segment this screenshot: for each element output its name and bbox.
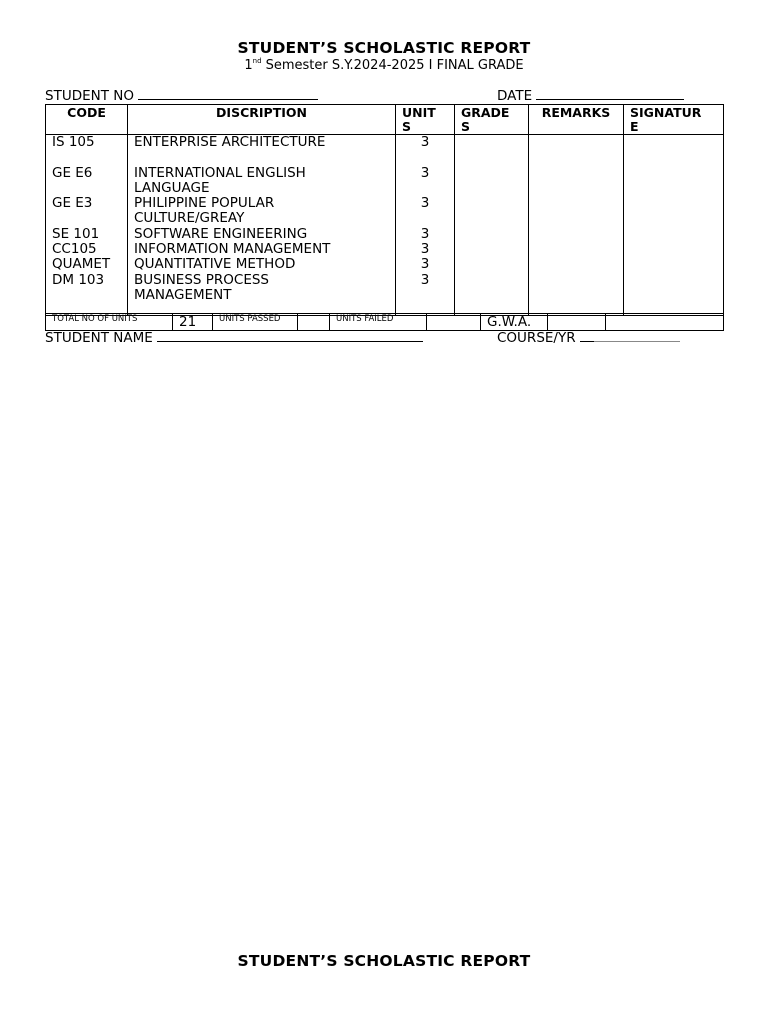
date-row [497, 88, 684, 104]
student-no-label: STUDENT NO [45, 88, 134, 104]
descriptions-column [128, 135, 396, 316]
course-code: DM 103 [52, 271, 105, 288]
student-name-row [45, 330, 423, 346]
course-description: QUANTITATIVE METHOD [134, 256, 296, 273]
units-passed-label: UNITS PASSED [213, 314, 298, 331]
header-description: DISCRIPTION [128, 105, 396, 135]
course-description: CULTURE/GREAY [134, 210, 245, 227]
report-title-bottom: STUDENT’S SCHOLASTIC REPORT [237, 952, 531, 970]
course-units: 3 [420, 241, 430, 258]
total-units-value: 21 [173, 314, 213, 331]
table-header-row [46, 105, 724, 135]
course-units: 3 [420, 164, 430, 181]
totals-extra-cell [606, 314, 724, 331]
units-failed-label: UNITS FAILED [330, 314, 427, 331]
course-description: BUSINESS PROCESS [134, 271, 269, 288]
semester-subtitle [0, 57, 768, 73]
course-yr-field[interactable] [594, 331, 680, 342]
semester-text: Semester S.Y.2024-2025 I FINAL GRADE [265, 58, 524, 73]
course-code: GE E3 [52, 195, 93, 212]
course-description: PHILIPPINE POPULAR [134, 195, 275, 212]
remarks-column[interactable] [529, 135, 624, 316]
totals-row [46, 314, 724, 331]
course-description: LANGUAGE [134, 179, 210, 196]
student-no-row [45, 88, 318, 104]
header-signature: SIGNATUR E [624, 105, 724, 135]
header-grades: GRADE S [455, 105, 529, 135]
units-failed-value[interactable] [427, 314, 481, 331]
table-body-row [46, 135, 724, 316]
units-column [396, 135, 455, 316]
gwa-value[interactable] [548, 314, 606, 331]
date-label: DATE [497, 88, 533, 104]
course-units: 3 [420, 256, 430, 273]
course-code: SE 101 [52, 225, 100, 242]
header-remarks: REMARKS [529, 105, 624, 135]
course-description: SOFTWARE ENGINEERING [134, 225, 308, 242]
course-units: 3 [420, 134, 430, 150]
total-units-label: TOTAL NO OF UNITS [46, 314, 173, 331]
course-units: 3 [420, 195, 430, 212]
semester-ordinal: 1 [244, 58, 253, 73]
student-name-label: STUDENT NAME [45, 330, 153, 346]
grades-table [45, 104, 724, 316]
units-passed-value[interactable] [298, 314, 330, 331]
date-field[interactable] [536, 89, 684, 100]
course-code: CC105 [52, 241, 97, 258]
course-description: INTERNATIONAL ENGLISH [134, 164, 306, 181]
student-no-field[interactable] [138, 89, 318, 100]
course-units: 3 [420, 271, 430, 288]
header-code: CODE [46, 105, 128, 135]
grades-column[interactable] [455, 135, 529, 316]
report-title: STUDENT’S SCHOLASTIC REPORT [237, 39, 531, 57]
course-code: IS 105 [52, 134, 95, 150]
course-code: GE E6 [52, 164, 93, 181]
course-units: 3 [420, 225, 430, 242]
course-description: ENTERPRISE ARCHITECTURE [134, 134, 326, 150]
course-description: INFORMATION MANAGEMENT [134, 241, 331, 258]
header-units: UNIT S [396, 105, 455, 135]
course-code: QUAMET [52, 256, 111, 273]
course-yr-label: COURSE/YR [497, 330, 576, 346]
course-yr-field-short[interactable] [580, 331, 594, 342]
signature-column[interactable] [624, 135, 724, 316]
codes-column [46, 135, 128, 316]
semester-suffix: nd [252, 57, 262, 65]
course-yr-row [497, 330, 680, 346]
totals-table [45, 313, 724, 331]
gwa-label: G.W.A. [481, 314, 548, 331]
student-name-field[interactable] [157, 331, 423, 342]
course-description: MANAGEMENT [134, 286, 232, 303]
